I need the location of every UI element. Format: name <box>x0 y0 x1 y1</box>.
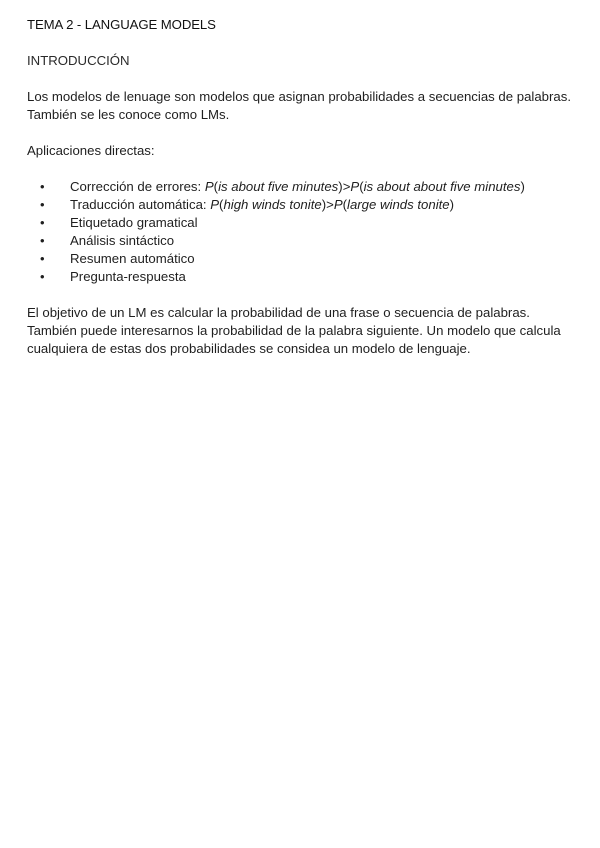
probability-argument: high winds tonite <box>223 197 322 212</box>
probability-symbol: P <box>204 179 214 194</box>
bullet-icon: • <box>40 179 45 194</box>
bullet-icon: • <box>40 251 45 266</box>
list-item-label: Pregunta-respuesta <box>70 269 186 284</box>
list-item <box>27 250 572 268</box>
document-title: TEMA 2 - LANGUAGE MODELS <box>27 17 216 32</box>
closing-paragraph: El objetivo de un LM es calcular la probabilidad de una frase o secuencia de palabras. También puede interesarnos la probabilidad de la palabra siguiente. Un modelo que calcula cualquiera de estas dos probabilidades se considea un modelo de lenguaje. <box>27 305 561 356</box>
list-item-label: Traducción automática: <box>70 197 211 212</box>
document-page <box>27 16 572 358</box>
probability-symbol: P <box>210 197 220 212</box>
list-item: • Corrección de errores: P(is about five minutes)>P(is about about five minutes) <box>40 179 525 194</box>
comparison-symbol: > <box>342 179 351 194</box>
probability-symbol: P <box>333 197 343 212</box>
bullet-icon: • <box>40 269 45 284</box>
list-item-label: Corrección de errores: <box>70 179 205 194</box>
list-item-label: Etiquetado gramatical <box>70 215 198 230</box>
applications-list <box>27 178 572 286</box>
probability-argument: large winds tonite <box>347 197 450 212</box>
list-item-label: Resumen automático <box>70 251 195 266</box>
section-heading: INTRODUCCIÓN <box>27 53 130 68</box>
bullet-icon: • <box>40 215 45 230</box>
list-item: • Traducción automática: P(high winds tonite)>P(large winds tonite) <box>40 197 455 212</box>
probability-argument: is about about five minutes <box>363 179 521 194</box>
intro-paragraph: Los modelos de lenuage son modelos que asignan probabilidades a secuencias de palabras. También se les conoce como LMs. <box>27 89 571 122</box>
list-item <box>27 268 572 286</box>
list-item <box>27 214 572 232</box>
list-item <box>27 232 572 250</box>
list-item-label: Análisis sintáctico <box>70 233 175 248</box>
probability-symbol: P <box>350 179 360 194</box>
comparison-symbol: > <box>326 197 334 212</box>
applications-label: Aplicaciones directas: <box>27 143 155 158</box>
bullet-icon: • <box>40 197 45 212</box>
bullet-icon: • <box>40 233 45 248</box>
probability-argument: is about five minutes <box>218 179 339 194</box>
